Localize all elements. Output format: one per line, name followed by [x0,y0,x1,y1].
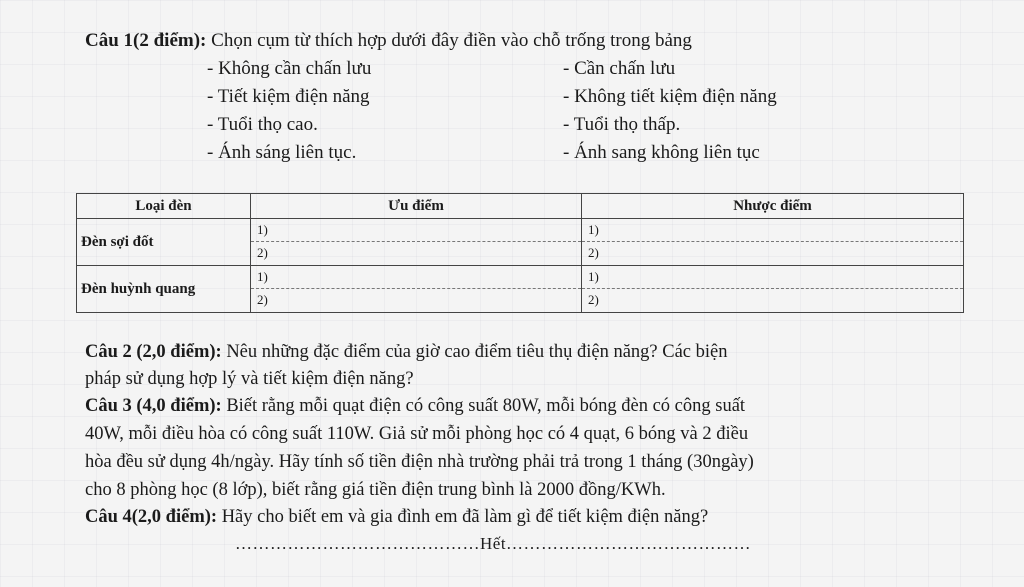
option-right-3: - Tuổi thọ thấp. [563,114,681,135]
table-row [77,266,964,313]
row-label-fluorescent: Đèn huỳnh quang [77,266,251,313]
option-right-1: - Cần chấn lưu [563,58,676,79]
blank-line-1: 1) [582,219,963,242]
question-3-text: Biết rằng mỗi quạt điện có công suất 80W, mỗi bóng đèn có công suất [221,396,746,416]
question-3-line-1 [85,396,745,417]
question-2-line-1 [85,342,727,363]
question-2-line-2: pháp sử dụng hợp lý và tiết kiệm điện năng? [85,369,414,389]
option-left-3: - Tuổi thọ cao. [207,114,318,135]
question-4-title: Câu 4(2,0 điểm): [85,507,218,527]
disadvantages-cell[interactable] [582,266,964,313]
question-3-line-2: 40W, mỗi điều hòa có công suất 110W. Giả sử mỗi phòng học có 4 quạt, 6 bóng và 2 điều [85,424,749,444]
question-4-text: Hãy cho biết em và gia đình em đã làm gì để tiết kiệm điện năng? [217,507,709,527]
blank-line-1: 1) [251,219,581,242]
question-3-title: Câu 3 (4,0 điểm): [85,396,222,416]
question-1-title: Câu 1(2 điểm): [85,30,207,51]
row-label-incandescent: Đèn sợi đốt [77,219,251,266]
question-2-title: Câu 2 (2,0 điểm): [85,342,222,362]
question-1-text: Chọn cụm từ thích hợp dưới đây điền vào chỗ trống trong bảng [206,30,692,51]
lamp-comparison-table [76,193,964,313]
header-disadvantages: Nhược điểm [582,194,964,219]
header-lamp-type: Loại đèn [77,194,251,219]
question-3-line-3: hòa đều sử dụng 4h/ngày. Hãy tính số tiền điện nhà trường phải trả trong 1 tháng (30ngày) [85,452,754,472]
blank-line-2: 2) [257,292,268,307]
table-header-row [77,194,964,219]
blank-line-1: 1) [582,266,963,289]
advantages-cell[interactable] [251,266,582,313]
option-right-4: - Ánh sang không liên tục [563,142,760,163]
blank-line-2: 2) [588,245,599,260]
end-marker: ……………………………………Hết…………………………………… [235,534,752,553]
blank-line-2: 2) [588,292,599,307]
table-row [77,219,964,266]
disadvantages-cell[interactable] [582,219,964,266]
option-right-2: - Không tiết kiệm điện năng [563,86,777,107]
option-left-1: - Không cần chấn lưu [207,58,372,79]
blank-line-2: 2) [257,245,268,260]
option-left-4: - Ánh sáng liên tục. [207,142,357,163]
question-3-line-4: cho 8 phòng học (8 lớp), biết rằng giá tiền điện trung bình là 2000 đồng/KWh. [85,480,666,500]
question-2-text: Nêu những đặc điểm của giờ cao điểm tiêu thụ điện năng? Các biện [221,342,728,362]
blank-line-1: 1) [251,266,581,289]
advantages-cell[interactable] [251,219,582,266]
question-4 [85,507,708,528]
question-1 [85,30,692,52]
header-advantages: Ưu điểm [251,194,582,219]
option-left-2: - Tiết kiệm điện năng [207,86,370,107]
